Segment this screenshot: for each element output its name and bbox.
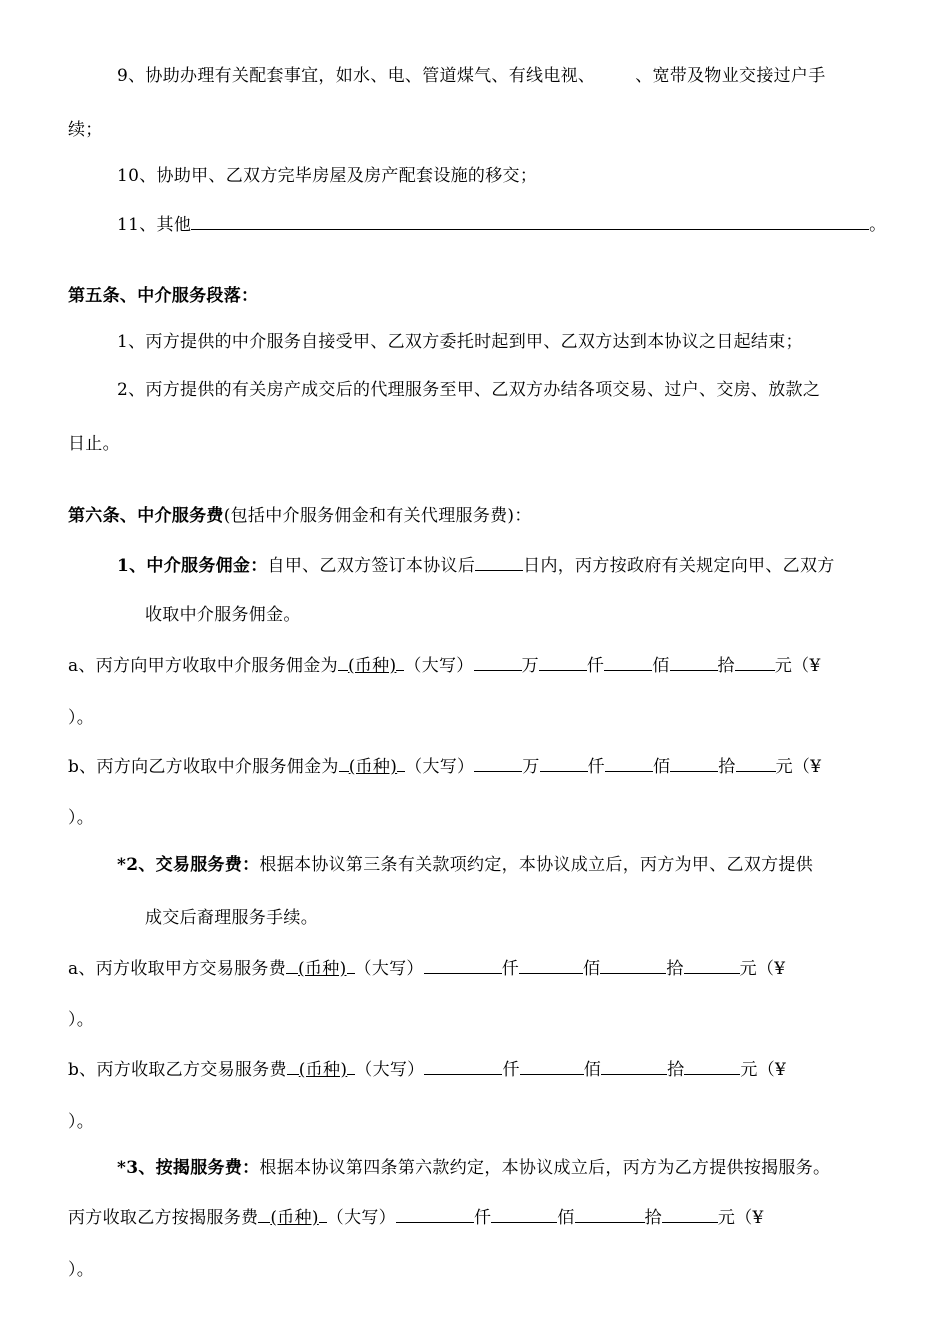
transaction-b-label: b、丙方收取乙方交易服务费: [68, 1060, 287, 1080]
transaction-fee-clause: [117, 853, 813, 877]
commission-b-label: b、丙方向乙方收取中介服务佣金为: [68, 757, 339, 777]
commission-party-a: [68, 651, 821, 678]
qian-label: 仟: [587, 757, 605, 777]
qian-blank[interactable]: [424, 954, 502, 974]
qian-label: 仟: [502, 1060, 520, 1080]
transaction-fee-text: 根据本协议第三条有关款项约定，本协议成立后，丙方为甲、乙双方提供: [259, 855, 814, 875]
yuan-label: 元（¥: [717, 1208, 764, 1228]
qian-blank[interactable]: [396, 1203, 474, 1223]
item-9-text-a: 9、协助办理有关配套事宜，如水、电、管道煤气、有线电视、: [117, 66, 596, 86]
commission-label: 1、中介服务佣金：: [117, 556, 268, 576]
qian-label: 仟: [586, 656, 605, 676]
transaction-fee-continuation: 成交后裔理服务手续。: [145, 908, 318, 928]
bai-blank[interactable]: [520, 1055, 584, 1075]
item-11-line: [117, 210, 886, 237]
commission-a-label: a、丙方向甲方收取中介服务佣金为: [68, 656, 338, 676]
transaction-a-label: a、丙方收取甲方交易服务费: [68, 959, 287, 979]
yuan-blank[interactable]: [684, 954, 740, 974]
qian-blank[interactable]: [424, 1055, 502, 1075]
item-11-label: 11、其他: [117, 215, 192, 235]
currency-field[interactable]: (币种): [298, 959, 347, 979]
commission-clause: [117, 551, 835, 578]
section-5-item-1: 1、丙方提供的中介服务自接受甲、乙双方委托时起到甲、乙双方达到本协议之日起结束；: [117, 332, 803, 352]
mortgage-fee-text: 根据本协议第四条第六款约定，本协议成立后，丙方为乙方提供按揭服务。: [259, 1158, 831, 1178]
section-5-item-2: 2、丙方提供的有关房产成交后的代理服务至甲、乙双方办结各项交易、过户、交房、放款之: [117, 380, 821, 400]
yuan-blank[interactable]: [684, 1055, 740, 1075]
mortgage-fee-line-label: 丙方收取乙方按揭服务费: [68, 1208, 259, 1228]
yuan-label: 元（¥: [740, 1060, 787, 1080]
shi-blank[interactable]: [601, 1055, 667, 1075]
currency-field[interactable]: (币种): [348, 757, 398, 777]
section-6-title-bold: 第六条、中介服务费: [68, 506, 224, 526]
qian-label: 仟: [473, 1208, 492, 1228]
shi-label: 拾: [667, 1060, 685, 1080]
currency-field[interactable]: (币种): [347, 656, 397, 676]
item-9-text-b: 、宽带及物业交接过户手: [635, 66, 826, 86]
mortgage-fee-close: ）。: [68, 1260, 95, 1280]
yuan-blank[interactable]: [662, 1203, 718, 1223]
transaction-fee-party-a-close: ）。: [68, 1010, 95, 1030]
transaction-fee-party-a: [68, 954, 785, 981]
wan-label: 万: [522, 757, 540, 777]
mortgage-fee-clause: [117, 1156, 830, 1180]
yuan-blank[interactable]: [736, 752, 776, 772]
item-11-blank[interactable]: [191, 210, 869, 230]
daxie-label: （大写）: [405, 757, 475, 777]
yuan-blank[interactable]: [735, 651, 775, 671]
bai-label: 佰: [652, 757, 671, 777]
transaction-fee-label: *2、交易服务费：: [117, 855, 260, 875]
yuan-label: 元（¥: [739, 959, 786, 979]
qian-label: 仟: [501, 959, 520, 979]
item-10: 10、协助甲、乙双方完毕房屋及房产配套设施的移交；: [117, 166, 538, 186]
bai-label: 佰: [652, 656, 670, 676]
commission-text-2: 日内，丙方按政府有关规定向甲、乙双方: [523, 556, 835, 576]
transaction-fee-party-b: [68, 1055, 786, 1082]
item-9-line: [117, 64, 826, 88]
bai-label: 佰: [557, 1208, 575, 1228]
item-11-end: 。: [869, 215, 887, 235]
qian-blank[interactable]: [539, 651, 587, 671]
mortgage-fee-line: [68, 1203, 764, 1230]
bai-label: 佰: [583, 959, 601, 979]
commission-party-b-close: ）。: [68, 808, 95, 828]
section-5-title: 第五条、中介服务段落：: [68, 286, 259, 306]
shi-blank[interactable]: [600, 954, 666, 974]
currency-field[interactable]: (币种): [298, 1060, 348, 1080]
bai-blank[interactable]: [519, 954, 583, 974]
commission-party-a-close: ）。: [68, 708, 95, 728]
daxie-label: （大写）: [404, 656, 474, 676]
daxie-label: （大写）: [355, 1060, 425, 1080]
shi-label: 拾: [717, 656, 735, 676]
shi-label: 拾: [666, 959, 684, 979]
yuan-label: 元（¥: [774, 656, 821, 676]
section-5-item-2-continuation: 日止。: [68, 434, 120, 454]
commission-party-b: [68, 752, 821, 779]
days-blank[interactable]: [475, 551, 523, 571]
wan-label: 万: [521, 656, 539, 676]
mortgage-fee-label: *3、按揭服务费：: [117, 1158, 260, 1178]
section-6-title-note: (包括中介服务佣金和有关代理服务费)：: [223, 506, 532, 526]
shi-label: 拾: [644, 1208, 662, 1228]
currency-field[interactable]: (币种): [270, 1208, 319, 1228]
commission-continuation: 收取中介服务佣金。: [145, 605, 301, 625]
qian-blank[interactable]: [540, 752, 588, 772]
wan-blank[interactable]: [474, 752, 522, 772]
shi-label: 拾: [718, 757, 736, 777]
daxie-label: （大写）: [326, 1208, 396, 1228]
yuan-label: 元（¥: [775, 757, 822, 777]
item-9-continuation: 续；: [68, 120, 103, 140]
daxie-label: （大写）: [354, 959, 424, 979]
wan-blank[interactable]: [474, 651, 522, 671]
bai-label: 佰: [583, 1060, 602, 1080]
section-6-title: [68, 504, 532, 528]
commission-text: 自甲、乙双方签订本协议后: [267, 556, 476, 576]
transaction-fee-party-b-close: ）。: [68, 1112, 95, 1132]
bai-blank[interactable]: [491, 1203, 557, 1223]
bai-blank[interactable]: [605, 752, 653, 772]
bai-blank[interactable]: [604, 651, 652, 671]
shi-blank[interactable]: [670, 651, 718, 671]
shi-blank[interactable]: [575, 1203, 645, 1223]
shi-blank[interactable]: [670, 752, 718, 772]
